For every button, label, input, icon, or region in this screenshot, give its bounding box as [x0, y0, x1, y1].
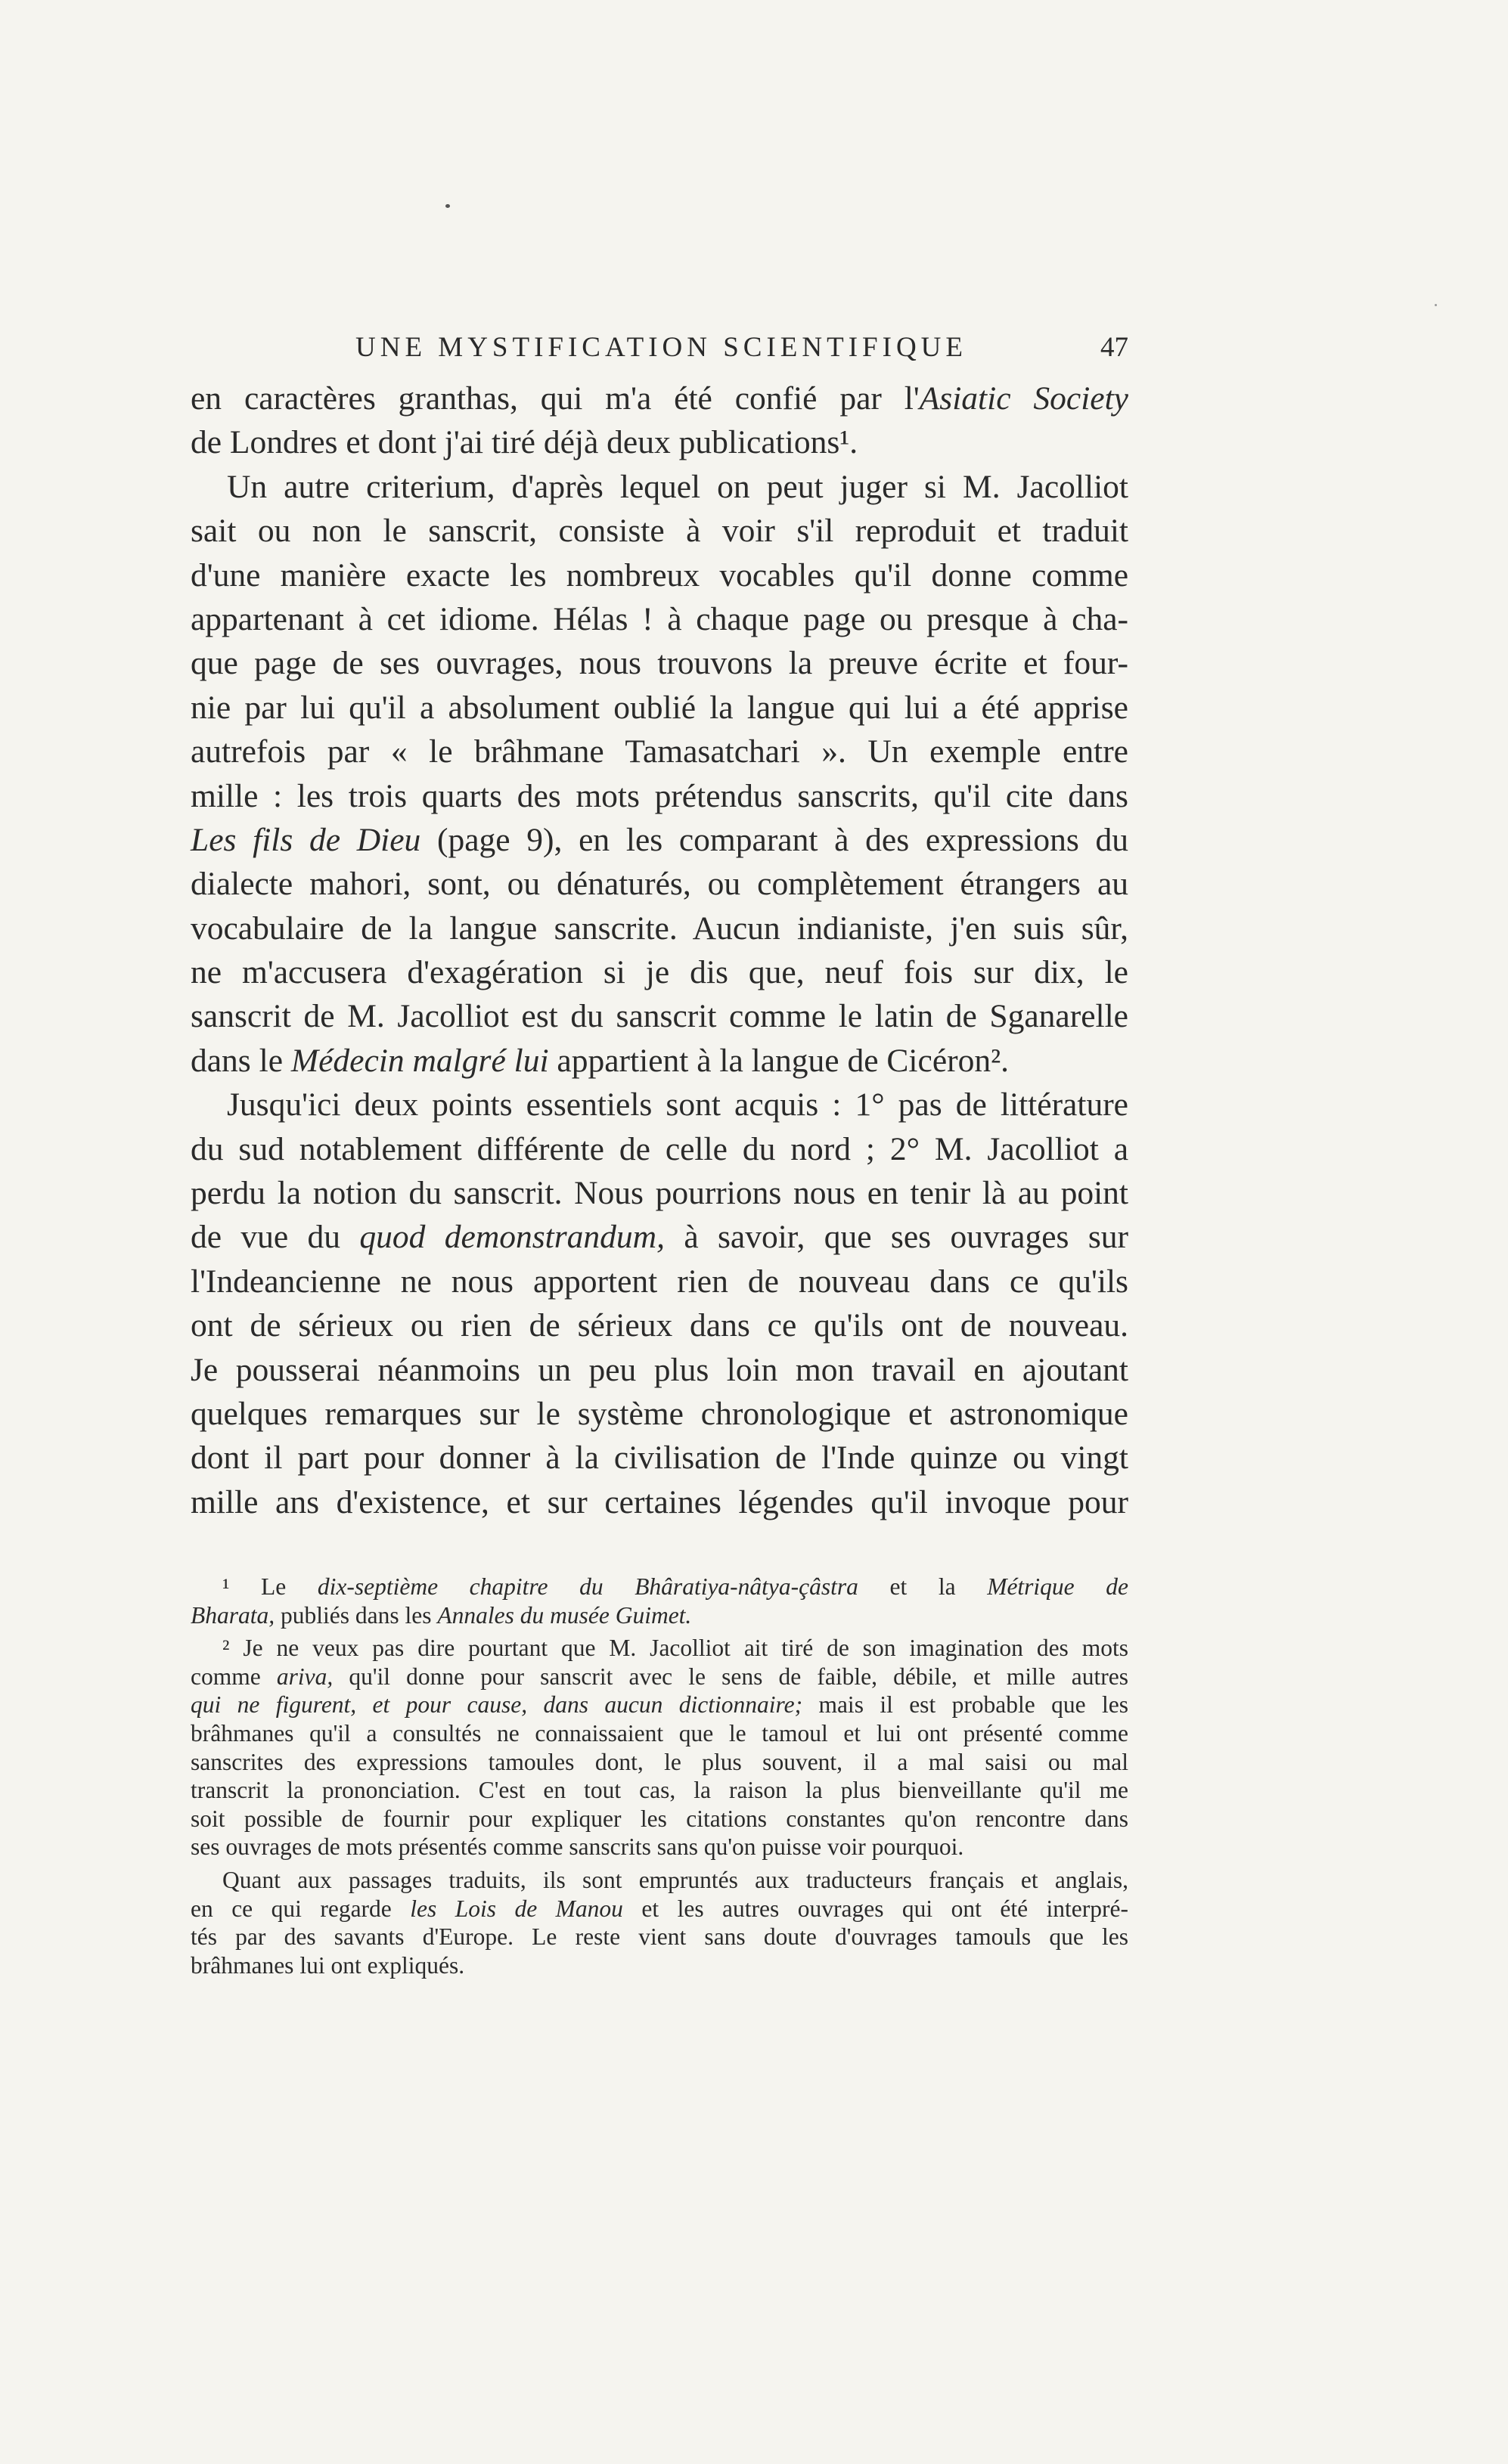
body-line: Les fils de Dieu (page 9), en les comparant à des expressions du: [191, 821, 1128, 858]
body-line: mille ans d'existence, et sur certaines légendes qu'il invoque pour: [191, 1483, 1128, 1520]
footnote-1-line: Bharata, publiés dans les Annales du musée Guimet.: [191, 1601, 692, 1629]
footnote-2-line: soit possible de fournir pour expliquer les citations constantes qu'on rencontre dans: [191, 1805, 1128, 1832]
body-line: dans le Médecin malgré lui appartient à la langue de Cicéron².: [191, 1042, 1010, 1079]
body-line: sait ou non le sanscrit, consiste à voir s'il reproduit et traduit: [191, 513, 1128, 550]
footnote-2-line: ² Je ne veux pas dire pourtant que M. Jacolliot ait tiré de son imagination des mots: [222, 1635, 1128, 1662]
footnote-3-line: brâhmanes lui ont expliqués.: [191, 1951, 465, 1979]
body-line: de Londres et dont j'ai tiré déjà deux publications¹.: [191, 424, 858, 461]
body-line: quelques remarques sur le système chronologique et astronomique: [191, 1395, 1128, 1432]
body-line: autrefois par « le brâhmane Tamasatchari ». Un exemple entre: [191, 733, 1128, 770]
footnote-2-line: transcrit la prononciation. C'est en tout cas, la raison la plus bienveillante qu'il me: [191, 1777, 1128, 1804]
body-line: dont il part pour donner à la civilisation de l'Inde quinze ou vingt: [191, 1440, 1128, 1477]
running-header: [191, 331, 1128, 369]
body-line: que page de ses ouvrages, nous trouvons la preuve écrite et four-: [191, 645, 1128, 682]
body-line: Un autre criterium, d'après lequel on peut juger si M. Jacolliot: [227, 468, 1128, 505]
body-line: en caractères granthas, qui m'a été confié par l'Asiatic Society: [191, 380, 1128, 417]
footnote-3-line: tés par des savants d'Europe. Le reste vient sans doute d'ouvrages tamouls que les: [191, 1923, 1128, 1951]
footnote-2-line: qui ne figurent, et pour cause, dans aucun dictionnaire; mais il est probable que les: [191, 1691, 1128, 1719]
body-line: perdu la notion du sanscrit. Nous pourrions nous en tenir là au point: [191, 1175, 1128, 1212]
body-line: ne m'accusera d'exagération si je dis que, neuf fois sur dix, le: [191, 954, 1128, 991]
body-text: [191, 377, 1128, 1524]
page-number: 47: [1100, 332, 1128, 363]
footnote-2-line: brâhmanes qu'il a consultés ne connaissaient que le tamoul et lui ont présenté comme: [191, 1719, 1128, 1746]
footnote-2-line: ses ouvrages de mots présentés comme sanscrits sans qu'on puisse voir pourquoi.: [191, 1833, 964, 1861]
body-line: Je pousserai néanmoins un peu plus loin mon travail en ajoutant: [191, 1351, 1128, 1388]
body-line: de vue du quod demonstrandum, à savoir, que ses ouvrages sur: [191, 1219, 1128, 1256]
body-line: du sud notablement différente de celle du nord ; 2° M. Jacolliot a: [191, 1130, 1128, 1167]
body-line: vocabulaire de la langue sanscrite. Aucun indianiste, j'en suis sûr,: [191, 910, 1128, 947]
body-line: dialecte mahori, sont, ou dénaturés, ou complètement étrangers au: [191, 866, 1128, 903]
body-line: sanscrit de M. Jacolliot est du sanscrit comme le latin de Sganarelle: [191, 998, 1128, 1035]
footnote-3-line: en ce qui regarde les Lois de Manou et les autres ouvrages qui ont été interpré-: [191, 1895, 1128, 1922]
footnotes: [191, 1573, 1128, 1979]
body-line: appartenant à cet idiome. Hélas ! à chaque page ou presque à cha-: [191, 600, 1128, 637]
running-title: UNE MYSTIFICATION SCIENTIFIQUE: [355, 332, 967, 363]
footnote-1-line: ¹ Le dix-septième chapitre du Bhâratiya-nâtya-çâstra et la Métrique de: [222, 1573, 1129, 1600]
footnote-2-line: sanscrites des expressions tamoules dont, le plus souvent, il a mal saisi ou mal: [191, 1748, 1128, 1775]
body-line: l'Indeancienne ne nous apportent rien de nouveau dans ce qu'ils: [191, 1263, 1128, 1300]
body-line: Jusqu'ici deux points essentiels sont acquis : 1° pas de littérature: [227, 1086, 1128, 1124]
footnote-2-line: comme ariva, qu'il donne pour sanscrit avec le sens de faible, débile, et mille autres: [191, 1663, 1128, 1690]
body-line: ont de sérieux ou rien de sérieux dans ce qu'ils ont de nouveau.: [191, 1307, 1128, 1344]
body-line: nie par lui qu'il a absolument oublié la langue qui lui a été apprise: [191, 689, 1128, 726]
body-line: d'une manière exacte les nombreux vocables qu'il donne comme: [191, 556, 1128, 594]
body-line: mille : les trois quarts des mots prétendus sanscrits, qu'il cite dans: [191, 777, 1128, 814]
footnote-3-line: Quant aux passages traduits, ils sont empruntés aux traducteurs français et anglais,: [222, 1866, 1128, 1893]
